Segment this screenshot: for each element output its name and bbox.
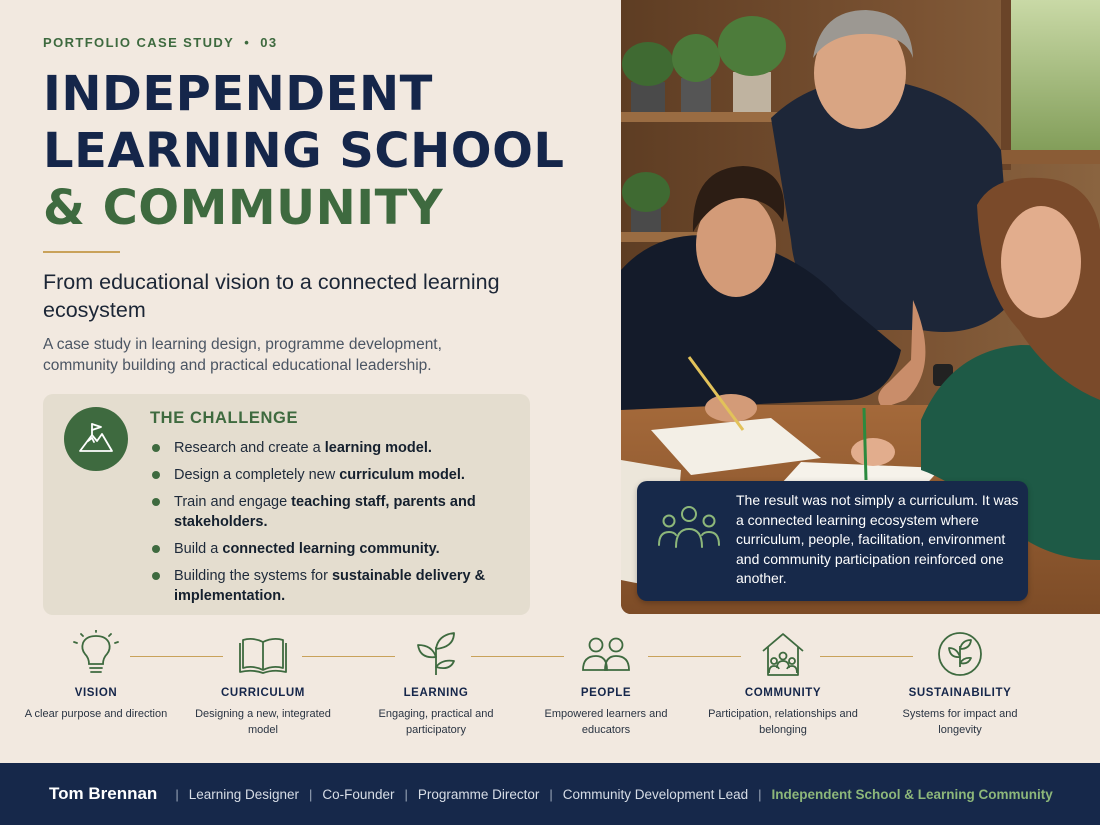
title-line-3: & COMMUNITY [43,180,444,236]
footer-role: Learning Designer [188,786,300,802]
step-description: Empowered learners and educators [544,708,668,736]
challenge-item [150,566,520,606]
challenge-item [150,465,520,485]
step-community [708,630,858,738]
challenge-item-highlight: connected learning community. [222,541,440,557]
step-sustainability [885,630,1035,738]
sprout-icon [361,630,511,678]
footer-role: Programme Director [417,786,540,802]
challenge-item-highlight: learning model. [324,440,432,456]
footer-bar [0,763,1100,825]
two-people-icon [531,630,681,678]
step-vision [21,630,171,722]
challenge-list [150,438,520,613]
challenge-title: THE CHALLENGE [150,409,299,427]
challenge-item [150,438,520,458]
step-curriculum [188,630,338,738]
step-label: VISION [74,687,118,699]
step-label: CURRICULUM [221,687,305,699]
page-title [43,66,564,237]
step-label: SUSTAINABILITY [908,687,1012,699]
case-number: 03 [260,35,278,50]
step-description: Designing a new, integrated model [195,708,331,736]
footer-organization: Independent School & Learning Community [771,786,1053,802]
challenge-item-text: Build a [174,541,223,557]
result-callout [637,481,1028,601]
challenge-item-text: Research and create a [174,440,325,456]
footer-separator: | [549,786,553,802]
people-group-icon [657,503,721,556]
footer-separator: | [758,786,762,802]
eyebrow [43,35,277,50]
mountain-flag-icon [64,407,128,471]
step-learning [361,630,511,738]
challenge-item-text: Design a completely new [174,467,340,483]
step-description: A clear purpose and direction [24,708,168,720]
eyebrow-label: PORTFOLIO CASE STUDY [43,35,235,50]
title-line-2: LEARNING SCHOOL [43,123,565,179]
lightbulb-icon [21,630,171,678]
challenge-item-highlight: sustainable delivery & implementation. [174,568,486,604]
challenge-item-highlight: teaching staff, parents and stakeholders. [174,494,476,530]
subtitle: From educational vision to a connected learning ecosystem [43,270,500,322]
footer-separator: | [175,786,179,802]
step-people [531,630,681,738]
step-label: PEOPLE [580,687,632,699]
description: A case study in learning design, programme development, community building and practical educational leadership. [43,336,442,374]
footer-role: Community Development Lead [562,786,749,802]
challenge-item-text: Building the systems for [174,568,332,584]
footer-separator: | [404,786,408,802]
footer-role: Co-Founder [322,786,395,802]
step-description: Engaging, practical and participatory [378,708,494,736]
footer-separator: | [309,786,313,802]
result-text: The result was not simply a curriculum. It was a connected learning ecosystem where curriculum, people, facilitation, environment and community participation reinforced one another. [736,492,1019,586]
eyebrow-dot: • [244,35,251,50]
challenge-item [150,492,520,532]
step-label: COMMUNITY [744,687,822,699]
challenge-item-text: Train and engage [174,494,292,510]
step-description: Participation, relationships and belonging [708,708,858,736]
title-divider [43,251,120,253]
challenge-item [150,539,520,559]
step-label: LEARNING [403,687,469,699]
author-name: Tom Brennan [49,784,158,803]
plant-circle-icon [885,630,1035,678]
community-house-icon [708,630,858,678]
challenge-panel [43,394,530,615]
title-line-1: INDEPENDENT [43,66,433,122]
challenge-item-highlight: curriculum model. [339,467,465,483]
open-book-icon [188,630,338,678]
step-description: Systems for impact and longevity [902,708,1018,736]
